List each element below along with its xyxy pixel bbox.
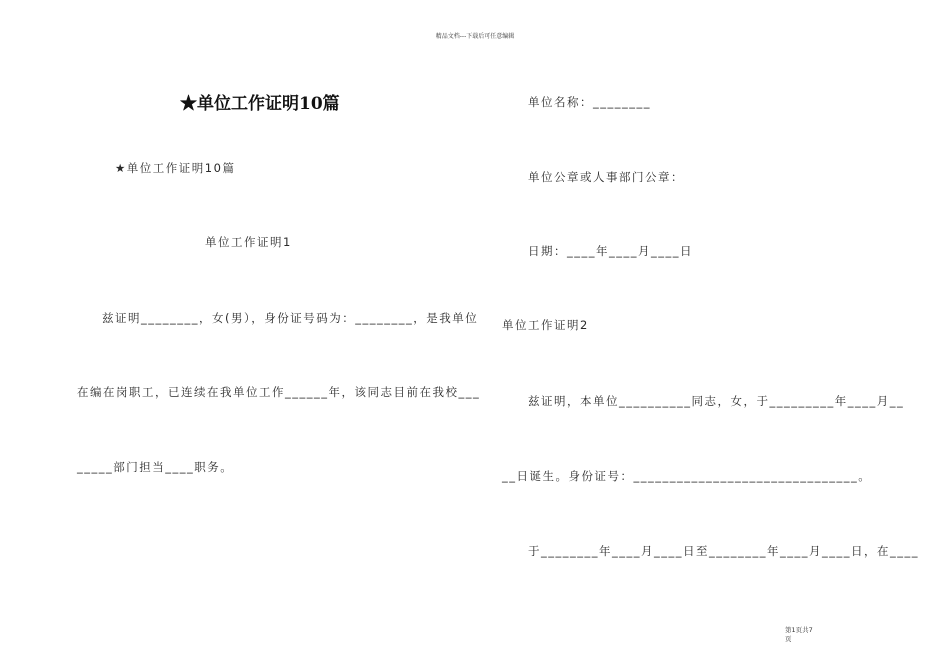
section-2-line-2: __日诞生。身份证号：_______________________________。 <box>502 469 872 483</box>
unit-name-line: 单位名称：________ <box>528 95 651 109</box>
date-line: 日期：____年____月____日 <box>528 244 693 258</box>
section-1-line-1: 兹证明________，女(男），身份证号码为：________，是我单位 <box>102 311 479 325</box>
section-2-heading: 单位工作证明2 <box>502 318 589 332</box>
page-header-watermark: 精品文档---下载后可任意编辑 <box>435 33 515 40</box>
section-2-line-1: 兹证明，本单位__________同志，女，于_________年____月__ <box>528 394 905 408</box>
section-1-line-2: 在编在岗职工，已连续在我单位工作______年，该同志目前在我校___ <box>77 385 481 399</box>
section-1-line-3: _____部门担当____职务。 <box>77 460 234 474</box>
page-number-line-1: 第1页共7 <box>785 626 813 634</box>
seal-line: 单位公章或人事部门公章： <box>528 170 684 184</box>
page-number <box>785 626 813 644</box>
section-2-line-3: 于________年____月____日至________年____月____日，在____ <box>528 544 919 558</box>
page-number-line-2: 页 <box>785 635 792 643</box>
section-1-heading: 单位工作证明1 <box>205 235 292 249</box>
document-title: ★单位工作证明10篇 <box>180 94 340 114</box>
subtitle: ★单位工作证明10篇 <box>115 161 236 175</box>
